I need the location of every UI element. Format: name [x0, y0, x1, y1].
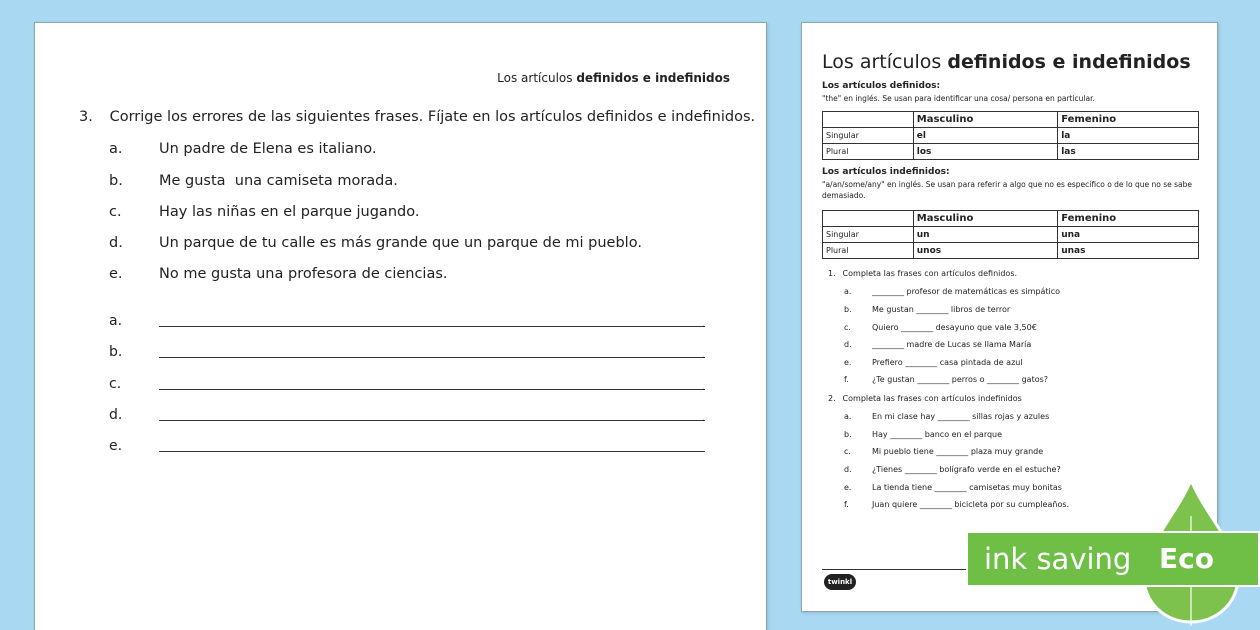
answer-line-b[interactable] — [109, 344, 709, 360]
answer-line-c[interactable] — [109, 376, 709, 392]
table-cell: Femenino — [1058, 211, 1199, 227]
answer-line-a[interactable] — [109, 313, 709, 329]
item-text: En mi clase hay ________ sillas rojas y azules — [872, 412, 1050, 421]
table-row — [823, 144, 1199, 160]
table-cell — [823, 211, 914, 227]
item-text: Mi pueblo tiene ________ plaza muy grande — [872, 447, 1044, 456]
item-text: La tienda tiene ________ camisetas muy bonitas — [872, 483, 1062, 492]
item-letter: a. — [844, 287, 852, 296]
answer-letter: b. — [109, 344, 123, 360]
question-text: Corrige los errores de las siguientes frases. Fíjate en los artículos definidos e indefinidos. — [109, 109, 756, 125]
exercise-2-heading — [828, 394, 1022, 403]
item-text: ¿Te gustan ________ perros o ________ gatos? — [872, 375, 1049, 384]
indefinidos-table — [822, 210, 1199, 259]
table-cell — [823, 112, 914, 128]
table-cell: Masculino — [913, 211, 1057, 227]
sentence-letter: c. — [109, 204, 122, 220]
writing-line[interactable] — [159, 389, 705, 390]
exercise-2-item-d — [844, 465, 1061, 474]
writing-line[interactable] — [159, 451, 705, 452]
table-cell: unas — [1058, 243, 1199, 259]
eco-label: Eco — [1159, 542, 1214, 575]
sentence-text: No me gusta una profesora de ciencias. — [159, 266, 448, 282]
item-letter: a. — [844, 412, 852, 421]
answer-letter: e. — [109, 438, 123, 454]
answer-letter: c. — [109, 376, 122, 392]
indefinidos-description: "a/an/some/any" en inglés. Se usan para referir a algo que no es específico o de lo que no se sabe demasiado. — [822, 180, 1193, 200]
item-text: Juan quiere ________ bicicleta por su cumpleaños. — [872, 500, 1070, 509]
table-cell: Singular — [823, 227, 914, 243]
twinkl-logo: twinkl — [824, 574, 856, 590]
item-letter: c. — [844, 447, 851, 456]
table-cell: una — [1058, 227, 1199, 243]
definidos-description: "the" en inglés. Se usan para identificar una cosa/ persona en particular. — [822, 94, 1095, 103]
table-cell: Plural — [823, 144, 914, 160]
exercise-1-heading — [828, 269, 1017, 278]
item-text: Hay ________ banco en el parque — [872, 430, 1003, 439]
title-prefix: Los artículos — [822, 51, 942, 73]
exercise-number: 2. — [828, 394, 836, 403]
definidos-table — [822, 111, 1199, 160]
line-end: . — [702, 319, 706, 330]
indefinidos-heading: Los artículos indefinidos: — [822, 167, 950, 177]
table-header-row — [823, 211, 1199, 227]
exercise-1-item-e — [844, 358, 1023, 367]
sentence-c — [109, 204, 419, 220]
table-cell: Masculino — [913, 112, 1057, 128]
sentence-a — [109, 141, 376, 157]
header-prefix: Los artículos — [497, 71, 573, 85]
answer-letter: d. — [109, 407, 123, 423]
item-text: Quiero ________ desayuno que vale 3,50€ — [872, 323, 1037, 332]
ink-saving-label: ink saving — [984, 542, 1132, 576]
item-letter: e. — [844, 483, 852, 492]
page-header — [497, 71, 730, 85]
writing-line[interactable] — [159, 326, 705, 327]
table-cell: la — [1058, 128, 1199, 144]
sentence-letter: a. — [109, 141, 123, 157]
item-letter: d. — [844, 340, 852, 349]
exercise-1-item-a — [844, 287, 1060, 296]
item-letter: c. — [844, 323, 851, 332]
exercise-2-item-a — [844, 412, 1049, 421]
table-cell: Singular — [823, 128, 914, 144]
table-cell: Femenino — [1058, 112, 1199, 128]
exercise-1-item-c — [844, 323, 1037, 332]
table-cell: unos — [913, 243, 1057, 259]
question-3 — [79, 109, 755, 125]
sentence-d — [109, 235, 642, 251]
exercise-2-item-c — [844, 447, 1043, 456]
exercise-2-item-b — [844, 430, 1002, 439]
sentence-text: Hay las niñas en el parque jugando. — [159, 204, 420, 220]
exercise-number: 1. — [828, 269, 836, 278]
answer-letter: a. — [109, 313, 123, 329]
item-letter: b. — [844, 305, 852, 314]
table-row — [823, 128, 1199, 144]
item-letter: b. — [844, 430, 852, 439]
table-cell: los — [913, 144, 1057, 160]
header-bold: definidos e indefinidos — [576, 71, 730, 85]
definidos-heading: Los artículos definidos: — [822, 81, 941, 91]
page-title — [822, 51, 1191, 73]
exercise-title: Completa las frases con artículos definidos. — [842, 269, 1018, 278]
table-cell: las — [1058, 144, 1199, 160]
table-cell: Plural — [823, 243, 914, 259]
item-text: ________ madre de Lucas se llama María — [872, 340, 1032, 349]
sentence-text: Un parque de tu calle es más grande que un parque de mi pueblo. — [159, 235, 642, 251]
exercise-1-item-f — [844, 375, 1048, 384]
item-text: ¿Tienes ________ bolígrafo verde en el estuche? — [872, 465, 1061, 474]
answer-line-e[interactable] — [109, 438, 709, 454]
sentence-text: Un padre de Elena es italiano. — [159, 141, 377, 157]
item-text: ________ profesor de matemáticas es simpático — [872, 287, 1061, 296]
answer-line-d[interactable] — [109, 407, 709, 423]
table-row — [823, 227, 1199, 243]
item-text: Me gustan ________ libros de terror — [872, 305, 1011, 314]
item-letter: f. — [844, 500, 849, 509]
writing-line[interactable] — [159, 357, 705, 358]
writing-line[interactable] — [159, 420, 705, 421]
exercise-title: Completa las frases con artículos indefinidos — [842, 394, 1022, 403]
item-text: Prefiero ________ casa pintada de azul — [872, 358, 1023, 367]
table-cell: un — [913, 227, 1057, 243]
exercise-1-item-d — [844, 340, 1031, 349]
sentence-text: Me gusta una camiseta morada. — [159, 173, 398, 189]
item-letter: f. — [844, 375, 849, 384]
line-end: . — [702, 382, 706, 393]
worksheet-page-2 — [34, 22, 767, 630]
exercise-1-item-b — [844, 305, 1010, 314]
question-number: 3. — [79, 109, 93, 125]
table-header-row — [823, 112, 1199, 128]
sentence-letter: e. — [109, 266, 123, 282]
sentence-b — [109, 173, 398, 189]
table-row — [823, 243, 1199, 259]
line-end: . — [702, 350, 706, 361]
table-cell: el — [913, 128, 1057, 144]
line-end: . — [702, 413, 706, 424]
item-letter: e. — [844, 358, 852, 367]
title-bold: definidos e indefinidos — [947, 51, 1191, 73]
ink-saving-eco-badge — [966, 476, 1256, 630]
item-letter: d. — [844, 465, 852, 474]
sentence-letter: d. — [109, 235, 123, 251]
sentence-e — [109, 266, 448, 282]
sentence-letter: b. — [109, 173, 123, 189]
